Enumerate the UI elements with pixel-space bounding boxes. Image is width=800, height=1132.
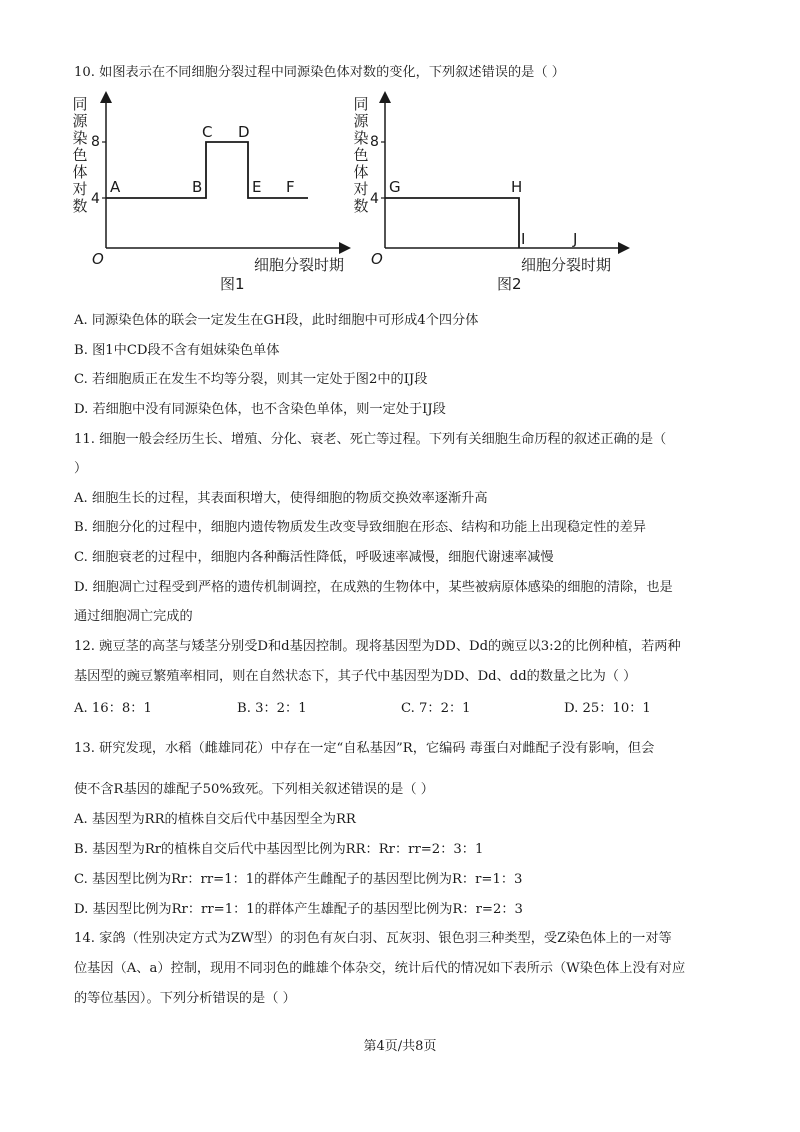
q12-option-b: B. 3：2：1 [237,701,307,716]
q14-stem-cont-2: 的等位基因）。下列分析错误的是（ ） [74,991,296,1006]
q14-stem: 14. 家鸽（性别决定方式为ZW型）的羽色有灰白羽、瓦灰羽、银色羽三种类型，受Z染色体上的一对等 [74,931,672,946]
fig1-tick-label-8: 8 [91,134,100,150]
fig2-point-H: H [511,178,523,196]
fig1-point-A: A [110,178,121,196]
q12-option-d: D. 25：10：1 [564,701,651,716]
fig2-point-I: I [521,230,526,248]
q12-option-a: A. 16：8：1 [74,701,152,716]
q10-stem: 10. 如图表示在不同细胞分裂过程中同源染色体对数的变化，下列叙述错误的是（ ） [74,65,565,80]
q12-stem-cont: 基因型的豌豆繁殖率相同，则在自然状态下，其子代中基因型为DD、Dd、dd的数量之比为（ ） [74,669,637,684]
fig2-line [385,198,519,248]
q13-option-b: B. 基因型为Rr的植株自交后代中基因型比例为RR：Rr：rr=2：3：1 [74,842,484,857]
fig2-tick-label-8: 8 [370,134,379,150]
fig1-point-E: E [252,178,262,196]
q11-option-c: C. 细胞衰老的过程中，细胞内各种酶活性降低，呼吸速率减慢，细胞代谢速率减慢 [74,550,554,565]
fig1-tick-label-4: 4 [91,191,100,207]
q12-option-c: C. 7：2：1 [401,701,471,716]
fig1-point-D: D [238,123,250,141]
q11-option-d: D. 细胞凋亡过程受到严格的遗传机制调控，在成熟的生物体中，某些被病原体感染的细胞的清除，也是 [74,580,673,595]
q11-stem-cont: ） [74,461,88,476]
fig2-chart [359,86,649,296]
fig1-xlabel: 细胞分裂时期 [254,256,345,274]
q13-option-d: D. 基因型比例为Rr：rr=1：1的群体产生雄配子的基因型比例为R：r=2：3 [74,902,523,917]
page-footer: 第4页/共8页 [363,1039,437,1054]
fig1-line [106,142,308,198]
fig2-point-J: J [573,230,578,248]
q10-option-a: A. 同源染色体的联会一定发生在GH段，此时细胞中可形成4个四分体 [74,313,479,328]
fig1-ylabel: 同源染色体对数 [72,95,88,215]
fig2-ylabel: 同源染色体对数 [353,95,369,215]
fig1-point-B: B [192,178,203,196]
fig2-point-G: G [389,178,401,196]
q11-option-b: B. 细胞分化的过程中，细胞内遗传物质发生改变导致细胞在形态、结构和功能上出现稳定性的差异 [74,520,646,535]
fig2-caption: 图2 [497,275,522,293]
fig2-tick-label-4: 4 [370,191,379,207]
fig2-xlabel: 细胞分裂时期 [521,256,612,274]
q11-option-a: A. 细胞生长的过程，其表面积增大，使得细胞的物质交换效率逐渐升高 [74,491,488,506]
q10-option-b: B. 图1中CD段不含有姐妹染色单体 [74,343,280,358]
fig1-origin: O [92,250,104,268]
q11-option-d-cont: 通过细胞凋亡完成的 [74,609,193,624]
fig1-caption: 图1 [220,275,245,293]
fig1-point-C: C [202,123,213,141]
q13-option-c: C. 基因型比例为Rr：rr=1：1的群体产生雌配子的基因型比例为R：r=1：3 [74,872,523,887]
q13-stem: 13. 研究发现，水稻（雌雄同花）中存在一定“自私基因”R，它编码 毒蛋白对雌配子没有影响，但会 [74,741,655,756]
q12-stem: 12. 豌豆茎的高茎与矮茎分别受D和d基因控制。现将基因型为DD、Dd的豌豆以3:2的比例种植，若两种 [74,639,681,654]
fig2-origin: O [371,250,383,268]
q14-stem-cont-1: 位基因（A、a）控制，现用不同羽色的雌雄个体杂交，统计后代的情况如下表所示（W染色体上没有对应 [74,961,686,976]
q11-stem: 11. 细胞一般会经历生长、增殖、分化、衰老、死亡等过程。下列有关细胞生命历程的叙述正确的是（ [74,432,667,447]
q10-option-c: C. 若细胞质正在发生不均等分裂，则其一定处于图2中的IJ段 [74,372,428,387]
fig1-point-F: F [286,178,295,196]
q10-option-d: D. 若细胞中没有同源染色体，也不含染色单体，则一定处于IJ段 [74,402,446,417]
q13-option-a: A. 基因型为RR的植株自交后代中基因型全为RR [74,812,356,827]
q13-stem-cont: 使不含R基因的雄配子50%致死。下列相关叙述错误的是（ ） [74,782,434,797]
fig1-chart [80,86,370,296]
